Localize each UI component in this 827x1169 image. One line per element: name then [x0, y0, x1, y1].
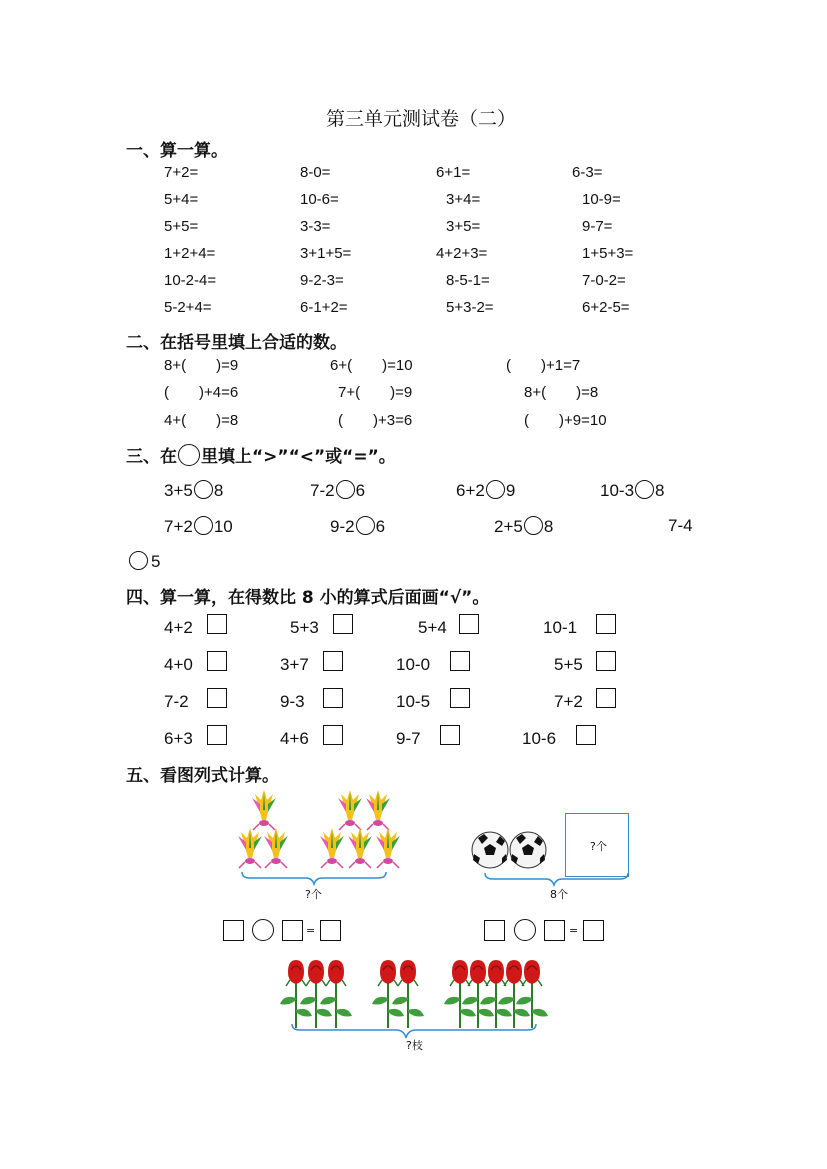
- check-box[interactable]: [440, 725, 460, 745]
- check-expression: 10-5: [396, 692, 431, 711]
- compare-item: [310, 480, 365, 501]
- check-box[interactable]: [596, 651, 616, 671]
- compare-left: 10-3: [600, 481, 635, 500]
- check-box[interactable]: [323, 688, 343, 708]
- answer-box[interactable]: [223, 920, 244, 941]
- check-box[interactable]: [207, 725, 227, 745]
- problem-item: 5+3-2=: [446, 299, 494, 316]
- fill-blank-item[interactable]: ( )+9=10: [524, 412, 607, 429]
- problem-item: 7+2=: [164, 164, 199, 181]
- check-box[interactable]: [576, 725, 596, 745]
- check-box[interactable]: [450, 688, 470, 708]
- check-box[interactable]: [596, 614, 616, 634]
- ball-caption: 8个: [550, 888, 568, 901]
- check-expression: 9-7: [396, 729, 421, 748]
- compare-left: 7-4: [668, 516, 693, 535]
- problem-item: 8-0=: [300, 164, 331, 181]
- check-expression: 4+0: [164, 655, 193, 674]
- page-title: 第三单元测试卷（二）: [326, 108, 517, 130]
- compare-left: 7-2: [310, 481, 335, 500]
- rose-caption: ?枝: [406, 1039, 423, 1052]
- answer-box[interactable]: [484, 920, 505, 941]
- compare-circle[interactable]: [336, 480, 355, 499]
- problem-item: 1+5+3=: [582, 245, 634, 262]
- circle-icon: [178, 444, 200, 466]
- check-expression: 3+7: [280, 655, 309, 674]
- check-box[interactable]: [450, 651, 470, 671]
- operator-circle[interactable]: [514, 919, 536, 941]
- compare-right: 10: [213, 517, 233, 536]
- answer-box[interactable]: [320, 920, 341, 941]
- fill-blank-item[interactable]: ( )+4=6: [164, 384, 239, 401]
- section-1-heading: 一、算一算。: [126, 141, 228, 161]
- compare-item: [164, 516, 233, 537]
- section-2-heading: 二、在括号里填上合适的数。: [126, 333, 347, 353]
- compare-left: 2+5: [494, 517, 523, 536]
- compare-left: 7+2: [164, 517, 193, 536]
- check-expression: 5+4: [418, 618, 447, 637]
- compare-item: [164, 480, 223, 501]
- check-box[interactable]: [207, 651, 227, 671]
- check-box[interactable]: [323, 725, 343, 745]
- compare-item: [456, 480, 515, 501]
- check-box[interactable]: [333, 614, 353, 634]
- section-3-heading: [126, 442, 396, 467]
- shuttlecock-caption: ?个: [305, 888, 322, 901]
- compare-circle[interactable]: [524, 516, 543, 535]
- compare-left: 9-2: [330, 517, 355, 536]
- section-3-heading-a: 三、在: [126, 447, 177, 467]
- check-expression: 9-3: [280, 692, 305, 711]
- problem-item: 1+2+4=: [164, 245, 216, 262]
- check-expression: 7+2: [554, 692, 583, 711]
- answer-box[interactable]: [583, 920, 604, 941]
- check-box[interactable]: [596, 688, 616, 708]
- check-box[interactable]: [207, 688, 227, 708]
- compare-right: 8: [213, 481, 224, 500]
- problem-item: 3+1+5=: [300, 245, 352, 262]
- compare-left: 6+2: [456, 481, 485, 500]
- check-expression: 7-2: [164, 692, 189, 711]
- problem-item: 7-0-2=: [582, 272, 626, 289]
- compare-circle[interactable]: [635, 480, 654, 499]
- problem-item: 5-2+4=: [164, 299, 212, 316]
- equals-sign: =: [569, 924, 579, 937]
- compare-left: 3+5: [164, 481, 193, 500]
- answer-box[interactable]: [544, 920, 565, 941]
- fill-blank-item[interactable]: 8+( )=8: [524, 384, 599, 401]
- problem-item: 6-1+2=: [300, 299, 348, 316]
- compare-item: [330, 516, 385, 537]
- ball-brace: [482, 871, 634, 887]
- fill-blank-item[interactable]: 6+( )=10: [330, 357, 413, 374]
- compare-right: 5: [151, 552, 161, 571]
- soccer-balls-picture: [470, 828, 550, 872]
- compare-right: 8: [543, 517, 554, 536]
- fill-blank-item[interactable]: 4+( )=8: [164, 412, 239, 429]
- problem-item: 5+4=: [164, 191, 199, 208]
- fill-blank-item[interactable]: 7+( )=9: [338, 384, 413, 401]
- compare-item-wrap: [128, 551, 160, 572]
- compare-right: 6: [375, 517, 386, 536]
- fill-blank-item[interactable]: ( )+1=7: [506, 357, 581, 374]
- compare-circle[interactable]: [356, 516, 375, 535]
- problem-item: 9-7=: [582, 218, 613, 235]
- check-box[interactable]: [207, 614, 227, 634]
- check-expression: 10-1: [543, 618, 578, 637]
- compare-circle[interactable]: [486, 480, 505, 499]
- problem-item: 5+5=: [164, 218, 199, 235]
- compare-circle[interactable]: [129, 551, 148, 570]
- compare-item: [600, 480, 665, 501]
- compare-right: 8: [655, 481, 665, 500]
- compare-item: [494, 516, 553, 537]
- fill-blank-item[interactable]: 8+( )=9: [164, 357, 239, 374]
- fill-blank-item[interactable]: ( )+3=6: [338, 412, 413, 429]
- check-expression: 10-6: [522, 729, 557, 748]
- roses-picture: [278, 952, 554, 1042]
- check-expression: 4+2: [164, 618, 193, 637]
- check-expression: 10-0: [396, 655, 431, 674]
- compare-right: 6: [355, 481, 366, 500]
- check-expression: 5+5: [554, 655, 583, 674]
- problem-item: 6-3=: [572, 164, 603, 181]
- check-expression: 4+6: [280, 729, 309, 748]
- compare-circle[interactable]: [194, 480, 213, 499]
- unknown-box-label: ?个: [590, 840, 607, 853]
- problem-item: 10-6=: [300, 191, 339, 208]
- check-box[interactable]: [459, 614, 479, 634]
- check-box[interactable]: [323, 651, 343, 671]
- answer-box[interactable]: [282, 920, 303, 941]
- equals-sign: =: [306, 924, 316, 937]
- problem-item: 4+2+3=: [436, 245, 488, 262]
- problem-item: 10-9=: [582, 191, 621, 208]
- problem-item: 6+1=: [436, 164, 471, 181]
- problem-item: 9-2-3=: [300, 272, 344, 289]
- section-3-heading-b: 里填上“>”“<”或“=”。: [201, 447, 396, 467]
- problem-item: 3-3=: [300, 218, 331, 235]
- problem-item: 3+5=: [446, 218, 481, 235]
- compare-circle[interactable]: [194, 516, 213, 535]
- section-5-heading: 五、看图列式计算。: [126, 766, 279, 786]
- section-4-heading: 四、算一算，在得数比 8 小的算式后面画“√”。: [126, 588, 490, 608]
- problem-item: 3+4=: [446, 191, 481, 208]
- check-expression: 6+3: [164, 729, 193, 748]
- check-expression: 5+3: [290, 618, 319, 637]
- problem-item: 6+2-5=: [582, 299, 630, 316]
- shuttlecock-picture: [228, 788, 418, 888]
- compare-right: 9: [505, 481, 516, 500]
- operator-circle[interactable]: [252, 919, 274, 941]
- problem-item: 8-5-1=: [446, 272, 490, 289]
- problem-item: 10-2-4=: [164, 272, 217, 289]
